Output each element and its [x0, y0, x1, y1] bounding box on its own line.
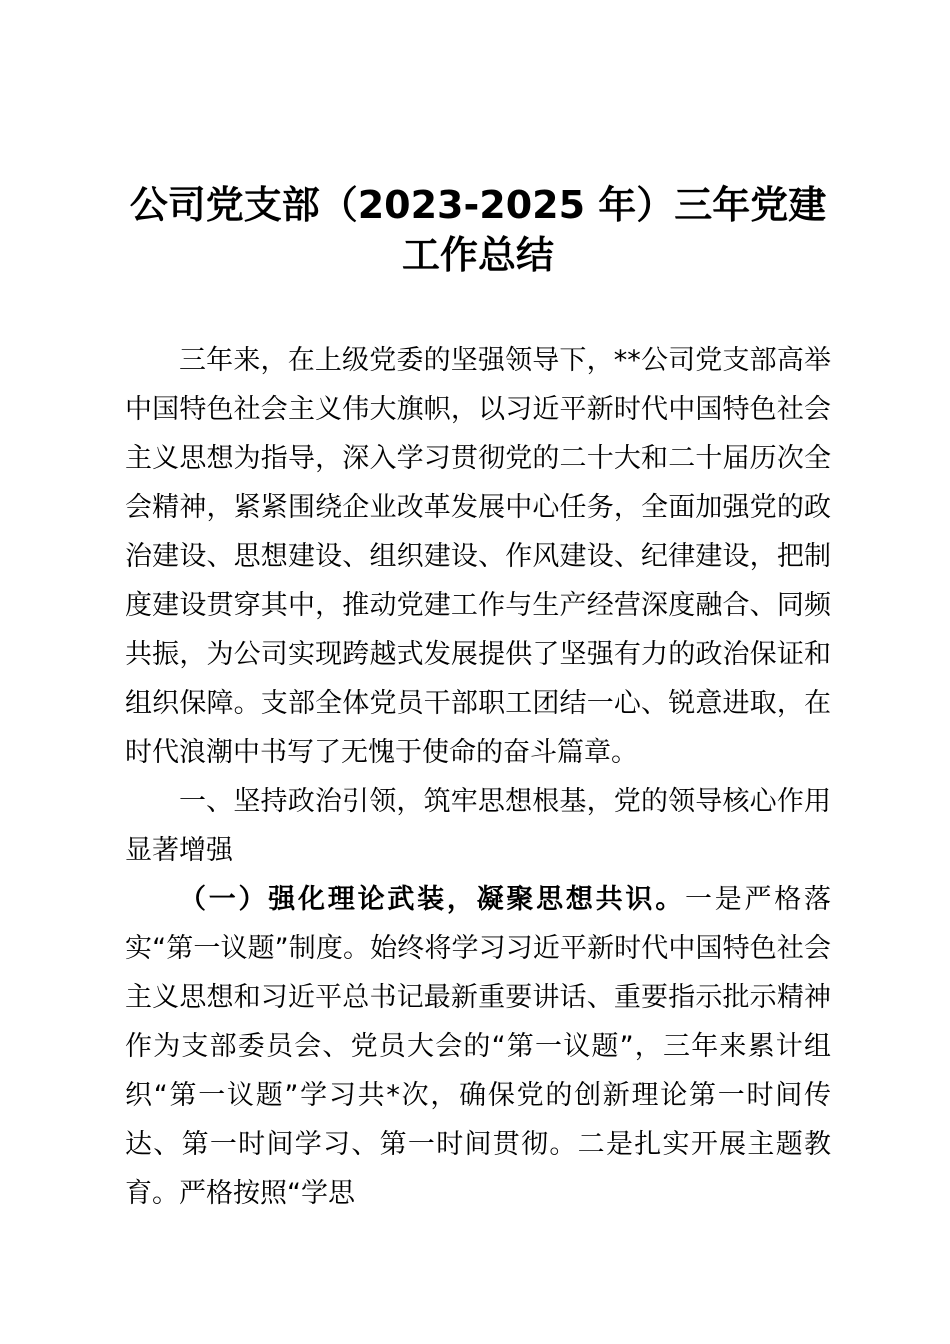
- paragraph-section-1-1: [125, 875, 831, 1218]
- paragraph-intro: 三年来，在上级党委的坚强领导下，**公司党支部高举中国特色社会主义伟大旗帜，以习近平新时代中国特色社会主义思想为指导，深入学习贯彻党的二十大和二十届历次全会精神，紧紧围绕企业改革发展中心任务，全面加强党的政治建设、思想建设、组织建设、作风建设、纪律建设，把制度建设贯穿其中，推动党建工作与生产经营深度融合、同频共振，为公司实现跨越式发展提供了坚强有力的政治保证和组织保障。支部全体党员干部职工团结一心、锐意进取，在时代浪潮中书写了无愧于使命的奋斗篇章。: [125, 345, 831, 768]
- section-1-1-bold-lead: （一）强化理论武装，凝聚思想共识。: [179, 884, 685, 915]
- section-1-1-body-text: 一是严格落实“第一议题”制度。始终将学习习近平新时代中国特色社会主义思想和习近平总书记最新重要讲话、重要指示批示精神作为支部委员会、党员大会的“第一议题”，三年来累计组织“第一议题”学习共*次，确保党的创新理论第一时间传达、第一时间学习、第一时间贯彻。二是扎实开展主题教育。严格按照“学思: [125, 884, 832, 1209]
- document-content: [125, 180, 831, 1218]
- document-title-line-2: 工作总结: [401, 233, 554, 277]
- document-title-line-1: 公司党支部（2023-2025 年）三年党建: [129, 183, 827, 227]
- section-1-heading: 一、坚持政治引领，筑牢思想根基，党的领导核心作用显著增强: [125, 786, 831, 866]
- document-title: [125, 180, 831, 280]
